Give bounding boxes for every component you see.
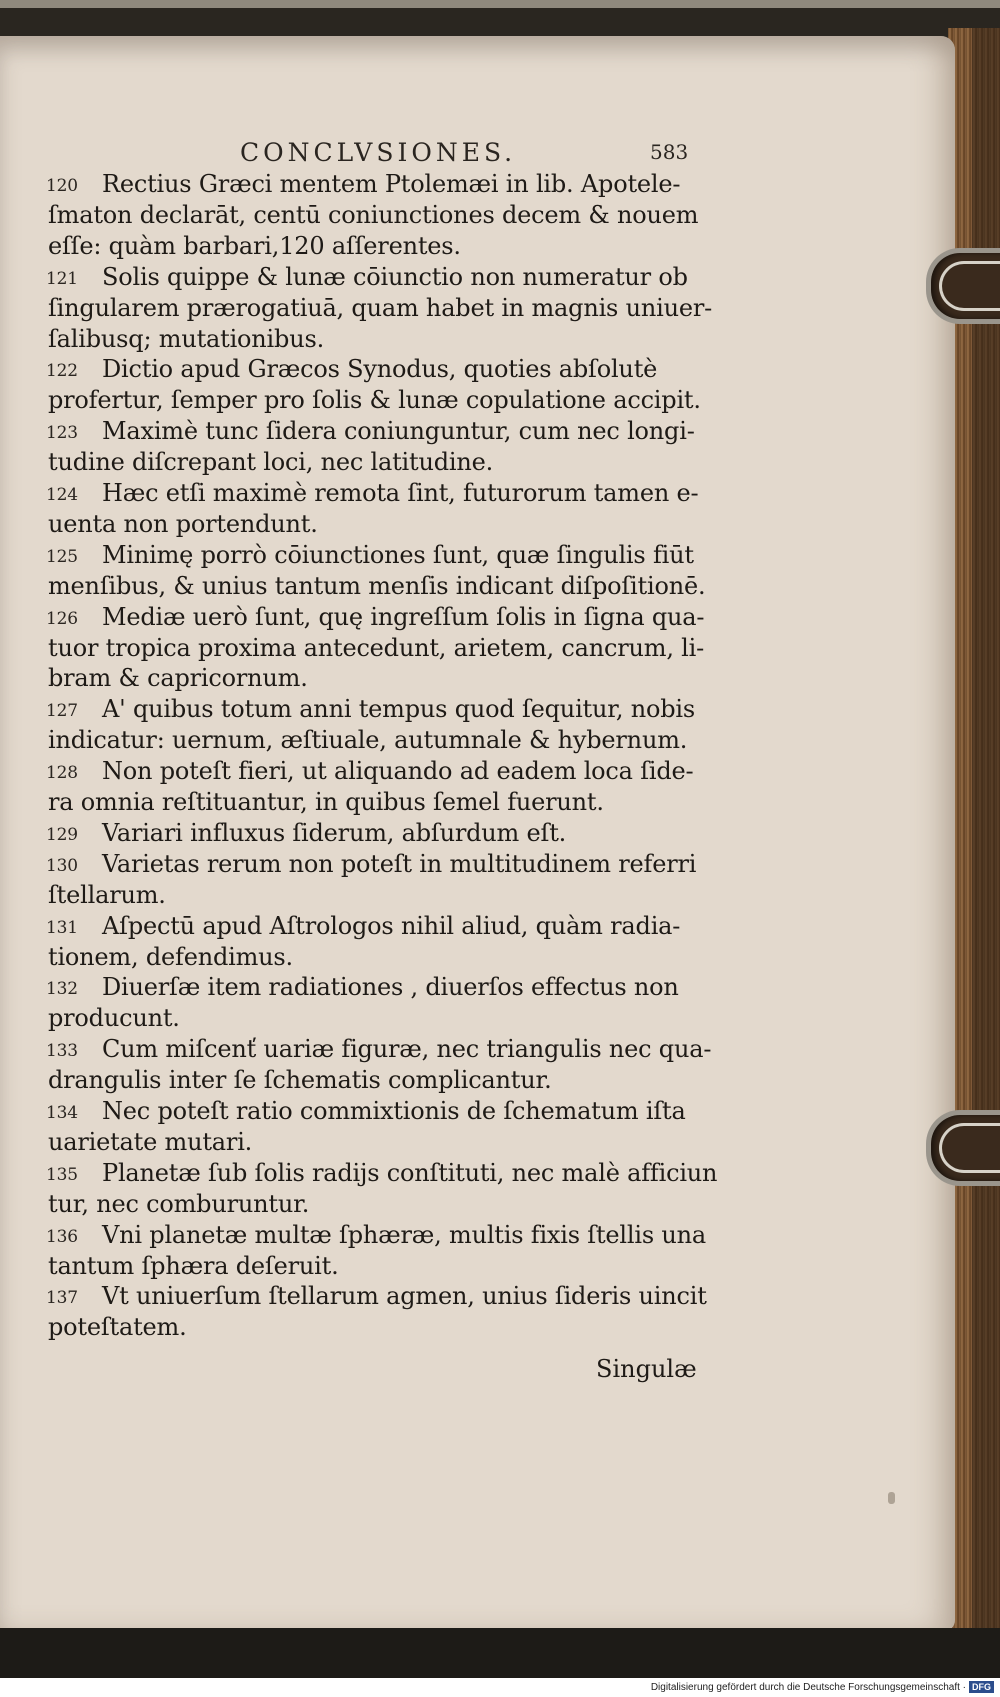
line-text: Aſpectū apud Aſtrologos nihil aliud, quàm radia-: [102, 911, 681, 940]
line-text: Planetæ ſub ſolis radijs conſtituti, nec malè afficiun: [102, 1158, 718, 1187]
line-text: Rectius Græci mentem Ptolemæi in lib. Apotele-: [102, 170, 681, 198]
line-text: indicatur: uernum, æſtiuale, autumnale & hybernum.: [48, 726, 688, 755]
conclusion-first-line: [46, 819, 566, 849]
paper-blemish: [888, 1492, 895, 1504]
line-text: Vt uniuerſum ſtellarum agmen, unius ſideris uincit: [102, 1282, 707, 1311]
conclusion-line: [48, 232, 461, 262]
conclusion-line: [48, 294, 712, 324]
conclusion-first-line: [46, 541, 694, 571]
line-text: ra omnia reſtituantur, in quibus ſemel fuerunt.: [48, 788, 604, 816]
conclusion-first-line: [46, 263, 688, 293]
conclusion-first-line: [46, 850, 696, 880]
conclusion-first-line: [46, 757, 693, 787]
conclusion-line: [48, 1252, 339, 1282]
line-text: ſtellarum.: [48, 880, 166, 909]
conclusion-number: 125: [46, 546, 78, 567]
running-head: CONCLVSIONES.: [240, 138, 517, 167]
conclusion-line: [48, 788, 604, 818]
line-text: Variari influxus ſiderum, abſurdum eſt.: [102, 818, 567, 847]
conclusion-first-line: [46, 912, 680, 942]
conclusion-line: [48, 1004, 180, 1034]
line-text: tionem, defendimus.: [48, 942, 293, 971]
line-text: menſibus, & unius tantum menſis indicant diſpoſitionē.: [48, 571, 706, 600]
line-text: tudine diſcrepant loci, nec latitudine.: [48, 448, 494, 477]
line-text: Dictio apud Græcos Synodus, quoties abſolutè: [102, 355, 658, 384]
conclusion-number: 124: [46, 485, 78, 505]
line-text: Solis quippe & lunæ cōiunctio non numeratur ob: [102, 262, 688, 291]
conclusion-number: 127: [46, 701, 78, 722]
credit-text: Digitalisierung gefördert durch die Deutsche Forschungsgemeinschaft ·: [650, 1682, 966, 1693]
conclusion-number: 129: [46, 824, 78, 845]
line-text: ſmaton declarāt, centū coniunctiones decem & nouem: [48, 200, 699, 229]
conclusion-number: 122: [46, 361, 78, 382]
conclusion-line: [48, 201, 698, 231]
conclusion-first-line: [46, 1035, 711, 1065]
conclusion-line: [48, 1313, 187, 1343]
conclusion-first-line: [46, 603, 704, 633]
conclusion-number: 135: [46, 1164, 78, 1185]
line-text: Hæc etſi maximè remota ſint, futurorum tamen e-: [102, 479, 699, 507]
conclusion-number: 131: [46, 917, 78, 938]
conclusion-first-line: [46, 973, 679, 1003]
line-text: bram & capricornum.: [48, 664, 308, 693]
conclusion-number: 126: [46, 608, 78, 629]
line-text: producunt.: [48, 1004, 180, 1033]
line-text: ſalibusq; mutationibus.: [48, 324, 324, 353]
conclusion-line: [48, 510, 318, 540]
conclusion-number: 136: [46, 1226, 78, 1247]
digitization-credit: [0, 1678, 1000, 1697]
line-text: Non poteſt fieri, ut aliquando ad eadem loca ſide-: [102, 757, 694, 786]
line-text: Vni planetæ multæ ſphæræ, multis fixis ſtellis una: [102, 1220, 707, 1249]
conclusion-number: 132: [46, 979, 78, 1000]
conclusion-first-line: [46, 1282, 707, 1312]
conclusion-number: 137: [46, 1288, 78, 1309]
line-text: ſingularem prærogatiuā, quam habet in magnis uniuer-: [48, 293, 713, 322]
catchword: Singulæ: [596, 1355, 697, 1383]
conclusion-number: 120: [46, 176, 78, 196]
line-text: eſſe: quàm barbari,120 aſſerentes.: [48, 231, 461, 260]
conclusion-line: [48, 448, 493, 478]
dfg-logo: DFG: [969, 1681, 994, 1693]
conclusion-first-line: [46, 1097, 686, 1127]
line-text: Maximè tunc ſidera coniunguntur, cum nec longi-: [102, 417, 695, 446]
conclusion-number: 121: [46, 268, 78, 289]
line-text: drangulis inter ſe ſchematis complicantur.: [48, 1066, 552, 1095]
line-text: poteſtatem.: [48, 1313, 187, 1342]
conclusion-first-line: [46, 479, 698, 509]
conclusion-first-line: [46, 170, 680, 200]
conclusion-line: [48, 325, 324, 355]
line-text: Mediæ uerò ſunt, quę ingreſſum ſolis in ſigna qua-: [102, 602, 705, 631]
conclusion-line: [48, 1190, 309, 1220]
conclusion-line: [48, 572, 705, 602]
line-text: uenta non portendunt.: [48, 509, 318, 538]
top-page-sliver: [0, 0, 1000, 8]
conclusion-first-line: [46, 1159, 717, 1189]
conclusion-number: 130: [46, 855, 78, 876]
line-text: tuor tropica proxima antecedunt, arietem, cancrum, li-: [48, 633, 705, 662]
conclusion-line: [48, 1128, 252, 1158]
conclusion-number: 123: [46, 423, 78, 444]
line-text: Nec poteſt ratio commixtionis de ſchematum iſta: [102, 1097, 686, 1125]
conclusion-number: 133: [46, 1041, 78, 1062]
conclusion-first-line: [46, 695, 695, 725]
page-number: 583: [650, 140, 689, 164]
conclusion-number: 134: [46, 1103, 78, 1123]
conclusion-line: [48, 386, 701, 416]
conclusion-line: [48, 726, 687, 756]
line-text: Minimę porrò cōiunctiones ſunt, quæ ſingulis fiūt: [102, 540, 694, 569]
line-text: Cum miſcenť uariæ figuræ, nec triangulis nec qua-: [102, 1035, 712, 1064]
upper-clasp: [926, 248, 1000, 324]
conclusion-number: 128: [46, 763, 78, 784]
conclusion-line: [48, 1066, 552, 1096]
line-text: Diuerſæ item radiationes , diuerſos effectus non: [102, 973, 679, 1002]
line-text: A' quibus totum anni tempus quod ſequitur, nobis: [102, 695, 696, 724]
conclusion-first-line: [46, 355, 657, 385]
conclusion-line: [48, 943, 293, 973]
line-text: tantum ſphæra deſeruit.: [48, 1251, 339, 1280]
conclusion-first-line: [46, 1221, 706, 1251]
conclusion-line: [48, 881, 166, 911]
conclusion-first-line: [46, 417, 695, 447]
bottom-shadow-band: [0, 1628, 1000, 1678]
lower-clasp: [926, 1110, 1000, 1186]
line-text: Varietas rerum non poteſt in multitudinem referri: [102, 849, 697, 878]
line-text: profertur, ſemper pro ſolis & lunæ copulatione accipit.: [48, 386, 701, 415]
line-text: uarietate mutari.: [48, 1127, 253, 1156]
line-text: tur, nec comburuntur.: [48, 1189, 310, 1218]
conclusion-line: [48, 664, 308, 694]
conclusion-line: [48, 634, 704, 664]
